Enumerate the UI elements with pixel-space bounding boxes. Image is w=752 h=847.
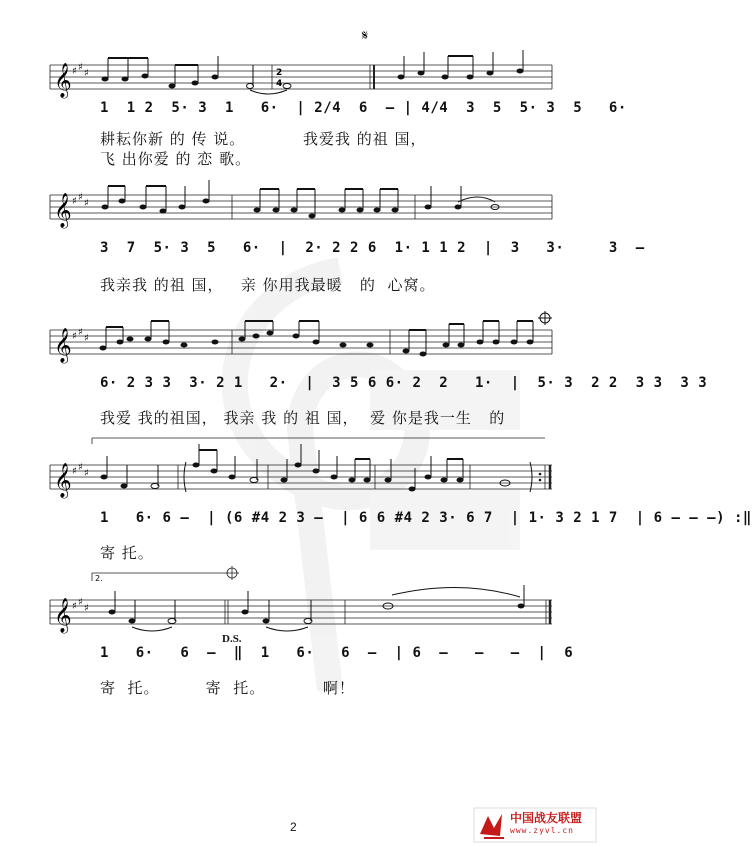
jianpu-notes: 3 7 5· 3 5 6· | 2· 2 2 6 1· 1 1 2 | 3 3· 3 —	[100, 240, 645, 256]
svg-text:𝄞: 𝄞	[54, 463, 72, 498]
svg-text:♯: ♯	[84, 333, 89, 344]
jianpu-line-1	[0, 100, 627, 126]
staff-3	[0, 295, 601, 365]
svg-text:♯: ♯	[72, 66, 77, 77]
jianpu-notes: 1 1 2 5· 3 1 6· | 2/4 6 — | 4/4 3 5 5· 3 5 6·	[100, 100, 627, 116]
svg-text:𝄋: 𝄋	[362, 28, 369, 44]
svg-text:♯: ♯	[78, 192, 83, 203]
svg-text:♯: ♯	[72, 466, 77, 477]
svg-text:♯: ♯	[78, 597, 83, 608]
ds-label: D.S.	[222, 633, 242, 645]
lyric-line-5: 寄 托。 寄 托。 啊！	[100, 679, 355, 697]
svg-text:♯: ♯	[72, 196, 77, 207]
lyric-line-2: 我亲我 的祖 国， 亲 你用我最暖 的 心窝。	[100, 276, 436, 294]
lyric-line-3: 我爱 我的祖国， 我亲 我 的 祖 国， 爱 你是我一生 的	[100, 409, 506, 427]
svg-text:𝄞: 𝄞	[54, 328, 72, 363]
jianpu-notes: 6· 2 3 3 3· 2 1 2· | 3 5 6 6· 2 2 1· | 5· 3 2 2 3 3 3 3	[100, 375, 708, 391]
site-name: 中国战友联盟	[510, 811, 583, 825]
lyric-line-1a: 耕耘你新 的 传 说。 我爱我 的祖 国，	[100, 130, 427, 148]
svg-text:𝄞: 𝄞	[54, 193, 72, 228]
jianpu-line-2	[0, 240, 645, 266]
staff-1	[0, 20, 601, 98]
lyric-line-4: 寄 托。	[100, 544, 154, 562]
svg-text:♯: ♯	[78, 462, 83, 473]
svg-text:♯: ♯	[72, 601, 77, 612]
svg-text:𝄞: 𝄞	[54, 63, 72, 98]
lyric-line-1b: 飞 出你爱 的 恋 歌。	[100, 150, 252, 168]
staff-4	[0, 430, 601, 500]
svg-text:𝄞: 𝄞	[54, 598, 72, 633]
staff-5	[0, 565, 601, 635]
svg-text:♯: ♯	[84, 68, 89, 79]
svg-text:♯: ♯	[72, 331, 77, 342]
svg-text:2: 2	[276, 68, 283, 78]
jianpu-line-5	[0, 645, 601, 671]
volta-2-label: 2.	[95, 574, 103, 583]
jianpu-notes: 1 6· 6 — | (6 #4 2 3 — | 6 6 #4 2 3· 6 7 | 1· 3 2 1 7 | 6 — — —) :‖	[100, 510, 752, 526]
jianpu-notes: 1 6· 6 — ‖ 1 6· 6 — | 6 — — — | 6	[100, 645, 574, 661]
svg-text:♯: ♯	[78, 327, 83, 338]
jianpu-line-4	[0, 510, 752, 536]
page-number: 2	[290, 820, 297, 834]
svg-text:♯: ♯	[78, 62, 83, 73]
jianpu-line-3	[0, 375, 708, 401]
staff-2	[0, 160, 601, 230]
svg-text:4: 4	[276, 79, 283, 89]
svg-text:♯: ♯	[84, 198, 89, 209]
svg-text:♯: ♯	[84, 603, 89, 614]
site-url[interactable]: www.zyvl.cn	[510, 826, 574, 835]
svg-text:♯: ♯	[84, 468, 89, 479]
